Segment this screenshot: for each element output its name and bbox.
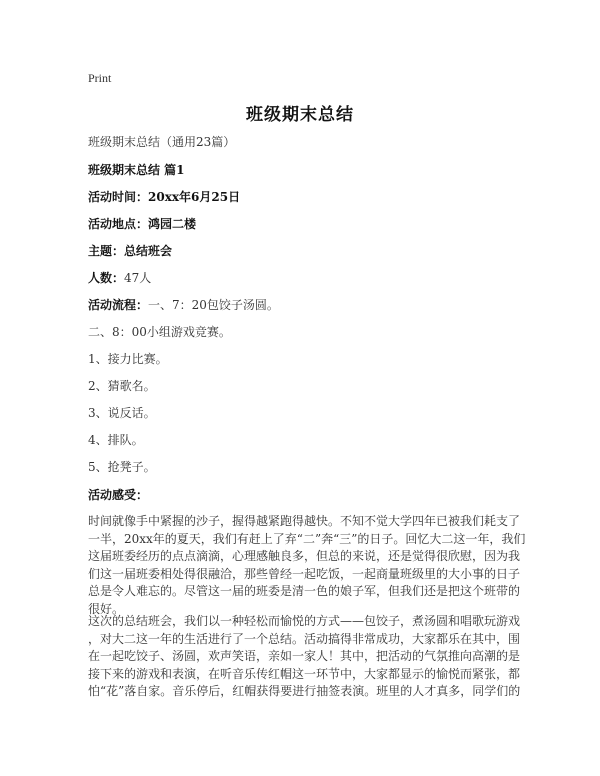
theme-value: 总结班会 — [124, 244, 173, 258]
paragraph-1 — [88, 513, 526, 618]
paragraph-line: 们这一届班委相处得很融洽，那些曾经一起吃饭，一起商量班级里的大小事的日子 — [88, 566, 521, 581]
theme-label: 主题： — [88, 244, 125, 258]
feeling-heading: 活动感受： — [88, 488, 149, 502]
paragraph-line: 接下来的游戏和表演，在听音乐传红帽这一环节中，大家都显示的愉悦而紧张，都 — [88, 666, 521, 681]
theme-row — [88, 243, 172, 259]
flow-first-item: 一、7：20包饺子汤圆。 — [148, 298, 279, 312]
headcount-value: 47人 — [124, 271, 152, 285]
section-heading: 班级期末总结 篇1 — [88, 163, 185, 177]
paragraph-line: 在一起吃饺子、汤圆，欢声笑语，亲如一家人！其中，把活动的气氛推向高潮的是 — [88, 649, 521, 663]
activity-place-value: 鸿园二楼 — [148, 217, 197, 231]
headcount-label: 人数： — [88, 271, 125, 285]
activity-time-row — [88, 189, 240, 205]
paragraph-line: 时间就像手中紧握的沙子，握得越紧跑得越快。不知不觉大学四年已被我们耗支了 — [88, 514, 521, 528]
activity-time-value: 20xx年6月25日 — [148, 190, 241, 204]
list-item: 1、接力比赛。 — [88, 352, 168, 366]
paragraph-line: 怕“花”落自家。音乐停后，红帽获得要进行抽签表演。班里的人才真多，同学们的 — [88, 684, 521, 698]
list-item: 二、8：00小组游戏竞赛。 — [88, 325, 231, 339]
activity-place-label: 活动地点： — [88, 217, 149, 231]
headcount-row — [88, 270, 151, 286]
print-label[interactable]: Print — [88, 71, 112, 85]
paragraph-line: 很好。 — [88, 601, 125, 616]
paragraph-line: 一半，20xx年的夏天，我们有赶上了弃“二”奔“三”的日子。回忆大二这一年，我们 — [88, 531, 526, 546]
paragraph-line: 总是令人难忘的。尽管这一届的班委是清一色的娘子军，但我们还是把这个班带的 — [88, 584, 521, 598]
activity-time-label: 活动时间： — [88, 190, 149, 204]
paragraph-line: 这届班委经历的点点滴滴，心理感触良多，但总的来说，还是觉得很欣慰，因为我 — [88, 549, 521, 563]
list-item: 5、抢凳子。 — [88, 460, 156, 474]
activity-place-row — [88, 216, 196, 232]
list-item: 3、说反话。 — [88, 406, 156, 420]
page-title: 班级期末总结 — [246, 105, 354, 125]
paragraph-line: ，对大二这一年的生活进行了一个总结。活动搞得非常成功，大家都乐在其中，围 — [88, 631, 521, 646]
list-item: 2、猜歌名。 — [88, 379, 156, 393]
list-item: 4、排队。 — [88, 433, 144, 447]
document-subtitle: 班级期末总结（通用23篇） — [88, 135, 236, 149]
flow-row — [88, 297, 279, 313]
flow-label: 活动流程： — [88, 298, 149, 312]
paragraph-line: 这次的总结班会，我们以一种轻松而愉悦的方式——包饺子，煮汤圆和唱歌玩游戏 — [88, 614, 521, 628]
paragraph-2 — [88, 613, 520, 701]
